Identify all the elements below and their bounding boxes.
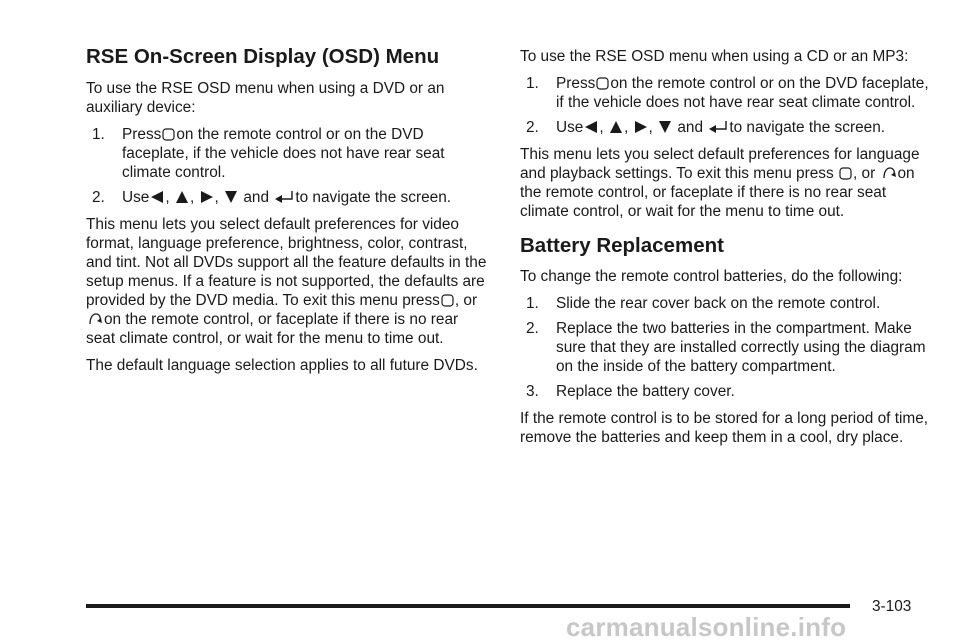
cd-steps xyxy=(520,74,930,137)
enter-icon xyxy=(274,190,294,204)
description-text: This menu lets you select default preferences for language and playback settings. To exit this menu press xyxy=(520,146,920,182)
down-arrow-icon xyxy=(658,120,672,134)
description-text: , or xyxy=(454,292,478,309)
right-arrow-icon xyxy=(200,190,214,204)
up-arrow-icon xyxy=(175,190,189,204)
description-text: on the remote control, or faceplate if there is no rear seat climate control, or wait for the menu to time out. xyxy=(86,311,459,347)
back-icon xyxy=(881,166,897,180)
left-arrow-icon xyxy=(150,190,164,204)
step-text-post: to navigate the screen. xyxy=(295,189,452,206)
dvd-intro: To use the RSE OSD menu when using a DVD or an auxiliary device: xyxy=(86,80,445,116)
dvd-menu-description xyxy=(86,215,490,348)
step-text-pre: Press xyxy=(556,75,596,92)
menu-button-icon xyxy=(441,294,454,307)
cd-step-2 xyxy=(526,118,930,137)
description-text: on the remote control, or faceplate if there is no rear seat climate control, or wait for the menu to time out. xyxy=(520,165,915,220)
menu-button-icon xyxy=(162,128,175,141)
separator: , xyxy=(214,189,219,206)
up-arrow-icon xyxy=(609,120,623,134)
step-text-pre: Use xyxy=(122,189,150,206)
battery-steps xyxy=(520,294,930,401)
step-number: 2. xyxy=(92,189,105,206)
step-text-post: on the remote control or on the DVD faceplate, if the vehicle does not have rear seat climate control. xyxy=(556,75,929,111)
battery-replacement-heading: Battery Replacement xyxy=(520,234,724,257)
step-number: 1. xyxy=(526,75,539,92)
cd-step-1 xyxy=(526,74,930,112)
step-number: 1. xyxy=(92,126,105,143)
watermark: carmanualsonline.info xyxy=(566,612,847,642)
dvd-step-2 xyxy=(92,188,490,207)
step-text-pre: Use xyxy=(556,119,584,136)
step-text: Replace the battery cover. xyxy=(556,383,735,400)
enter-icon xyxy=(708,120,728,134)
osd-menu-heading: RSE On-Screen Display (OSD) Menu xyxy=(86,45,440,68)
back-icon xyxy=(87,312,103,326)
footer-rule xyxy=(86,604,850,608)
right-column xyxy=(520,47,930,455)
down-arrow-icon xyxy=(224,190,238,204)
and-word: and xyxy=(243,189,270,206)
dvd-steps xyxy=(86,125,490,207)
separator: , xyxy=(189,189,195,206)
step-text-post: on the remote control or on the DVD faceplate, if the vehicle does not have rear seat climate control. xyxy=(122,126,445,181)
left-arrow-icon xyxy=(584,120,598,134)
cd-intro: To use the RSE OSD menu when using a CD or an MP3: xyxy=(520,48,909,65)
cd-menu-description xyxy=(520,145,930,221)
description-text: , or xyxy=(852,165,876,182)
page-number: 3-103 xyxy=(872,598,912,615)
default-language-note: The default language selection applies to all future DVDs. xyxy=(86,357,478,374)
step-text-pre: Press xyxy=(122,126,162,143)
menu-button-icon xyxy=(596,77,609,90)
separator: , xyxy=(165,189,170,206)
step-text: Replace the two batteries in the compartment. Make sure that they are installed correctly using the diagram on the inside of the battery compartment. xyxy=(556,320,926,375)
battery-step-2 xyxy=(526,319,930,376)
step-text-post: to navigate the screen. xyxy=(729,119,886,136)
battery-storage-note: If the remote control is to be stored for a long period of time, remove the batteries and keep them in a cool, dry place. xyxy=(520,410,929,446)
battery-step-3 xyxy=(526,382,930,401)
and-word: and xyxy=(677,119,704,136)
battery-step-1 xyxy=(526,294,930,313)
menu-button-icon xyxy=(839,167,852,180)
right-arrow-icon xyxy=(634,120,648,134)
step-number: 3. xyxy=(526,383,539,400)
description-text: This menu lets you select default preferences for video format, language preference, brightness, color, contrast, and tint. Not all DVDs support all the feature defaults in the setup menus. If a feature is not supported, the defaults are provided by the DVD media. To exit this menu press xyxy=(86,216,487,309)
step-text: Slide the rear cover back on the remote control. xyxy=(556,295,881,312)
step-number: 2. xyxy=(526,119,539,136)
separator: , xyxy=(623,119,629,136)
battery-intro: To change the remote control batteries, do the following: xyxy=(520,268,903,285)
separator: , xyxy=(648,119,653,136)
separator: , xyxy=(599,119,604,136)
left-column xyxy=(86,44,490,383)
step-number: 2. xyxy=(526,320,539,337)
step-number: 1. xyxy=(526,295,539,312)
dvd-step-1 xyxy=(92,125,490,182)
